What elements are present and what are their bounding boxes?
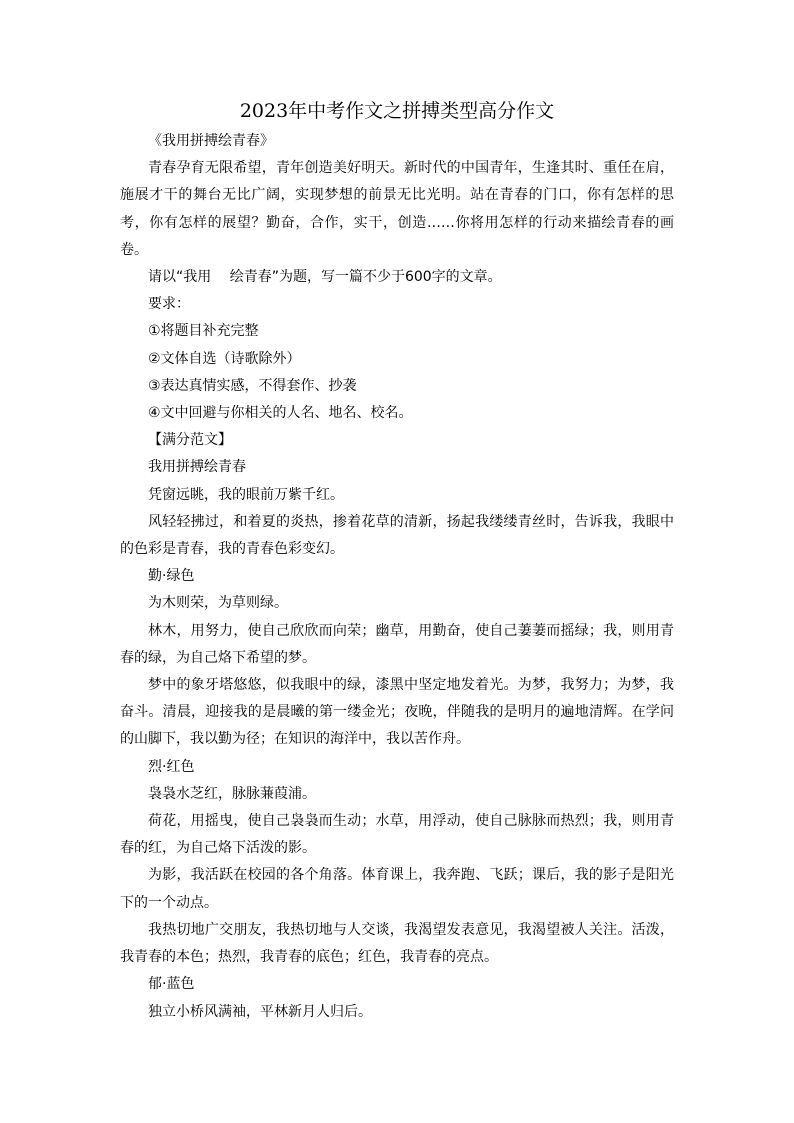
essay-paragraph: 我热切地广交朋友，我热切地与人交谈，我渴望发表意见，我渴望被人关注。活泼，我青春的本色；热烈，我青春的底色；红色，我青春的亮点。 bbox=[120, 921, 674, 966]
document-body bbox=[120, 128, 674, 1026]
essay-paragraph: 荷花，用摇曳，使自己袅袅而生动；水草，用浮动，使自己脉脉而热烈；我，则用青春的红，为自己烙下活泼的影。 bbox=[120, 813, 674, 857]
requirement-item-1: ①将题目补充完整 bbox=[148, 323, 259, 340]
section-heading-blue: 郁·蓝色 bbox=[148, 976, 195, 993]
prompt-title: 《我用拼搏绘青春》 bbox=[148, 133, 274, 149]
section-heading-green: 勤·绿色 bbox=[148, 568, 195, 585]
essay-title: 我用拼搏绘青春 bbox=[148, 459, 246, 476]
document-title: 2023年中考作文之拼搏类型高分作文 bbox=[239, 100, 555, 122]
requirement-item-3: ③表达真情实感，不得套作、抄袭 bbox=[148, 377, 357, 394]
essay-paragraph: 袅袅水芝红，脉脉蒹葭浦。 bbox=[148, 785, 316, 802]
essay-paragraph: 凭窗远眺，我的眼前万紫千红。 bbox=[148, 486, 344, 503]
requirement-item-4: ④文中回避与你相关的人名、地名、校名。 bbox=[148, 405, 413, 422]
essay-paragraph: 独立小桥风满袖，平林新月人归后。 bbox=[148, 1003, 372, 1020]
essay-paragraph: 为影，我活跃在校园的各个角落。体育课上，我奔跑、飞跃；课后，我的影子是阳光下的一个动点。 bbox=[120, 867, 674, 911]
essay-paragraph: 林木，用努力，使自己欣欣而向荣；幽草，用勤奋，使自己萋萋而摇绿；我，则用青春的绿，为自己烙下希望的梦。 bbox=[120, 622, 674, 666]
essay-paragraph: 风轻轻拂过，和着夏的炎热，掺着花草的清新，扬起我缕缕青丝时，告诉我，我眼中的色彩是青春，我的青春色彩变幻。 bbox=[120, 513, 674, 558]
section-heading-red: 烈·红色 bbox=[148, 758, 195, 775]
essay-paragraph: 梦中的象牙塔悠悠，似我眼中的绿，漆黑中坚定地发着光。为梦，我努力；为梦，我奋斗。清晨，迎接我的是晨曦的第一缕金光；夜晚，伴随我的是明月的遍地清辉。在学问的山脚下，我以勤为径；在知识的海洋中，我以苦作舟。 bbox=[120, 677, 674, 748]
essay-paragraph: 为木则荣，为草则绿。 bbox=[148, 595, 288, 612]
prompt-instruction: 请以“我用 绘青春”为题，写一篇不少于600字的文章。 bbox=[148, 269, 502, 286]
requirements-heading: 要求： bbox=[148, 296, 190, 313]
requirement-item-2: ②文体自选（诗歌除外） bbox=[148, 350, 301, 367]
model-essay-heading: 【满分范文】 bbox=[148, 432, 232, 449]
prompt-intro-paragraph: 青春孕育无限希望，青年创造美好明天。新时代的中国青年，生逢其时、重任在肩，施展才干的舞台无比广阔，实现梦想的前景无比光明。站在青春的门口，你有怎样的思考，你有怎样的展望？勤奋，合作，实干，创造……你将用怎样的行动来描绘青春的画卷。 bbox=[120, 160, 674, 258]
